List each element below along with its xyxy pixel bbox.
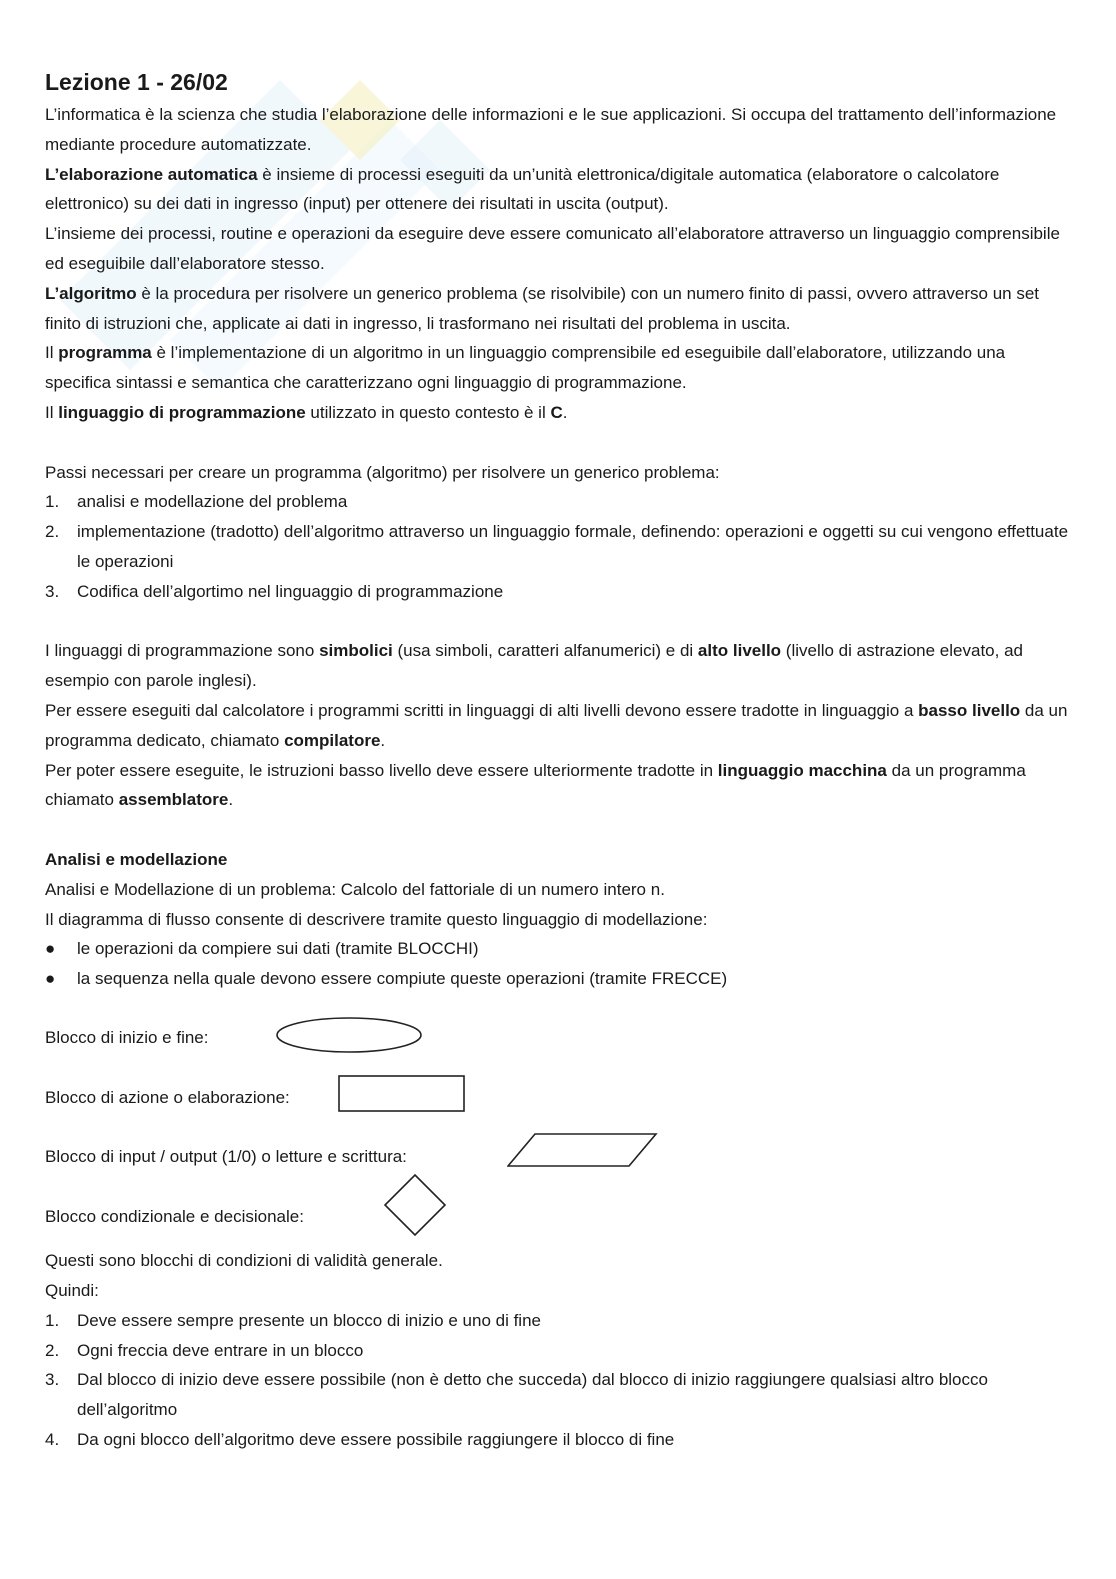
list-item: 3. Dal blocco di inizio deve essere possibile (non è detto che succeda) dal blocco di inizio raggiungere qualsiasi altro blocco dell’algoritmo	[45, 1370, 988, 1420]
bullet-list	[45, 934, 1075, 994]
list-item: 3. Codifica dell’algortimo nel linguaggio di programmazione	[45, 581, 504, 601]
block-label: Blocco condizionale e decisionale:	[45, 1206, 304, 1226]
steps-lead: Passi necessari per creare un programma (algoritmo) per risolvere un generico problema:	[45, 462, 720, 482]
rules-list	[45, 1306, 1075, 1455]
list-item: 2. Ogni freccia deve entrare in un blocco	[45, 1340, 364, 1360]
section-heading: Analisi e modellazione	[45, 849, 228, 869]
intro-paragraph-6: Il linguaggio di programmazione utilizzato in questo contesto è il C.	[45, 402, 568, 422]
document-page	[45, 66, 1075, 1455]
diamond-shape-icon	[383, 1173, 449, 1239]
block-row-decision	[45, 1187, 1075, 1247]
intro-paragraph-1: L’informatica è la scienza che studia l’elaborazione delle informazioni e le sue applicazioni. Si occupa del trattamento dell’informazione mediante procedure automatizzate.	[45, 105, 1057, 154]
languages-paragraph-3: Per poter essere eseguite, le istruzioni basso livello deve essere ulteriormente tradotte in linguaggio macchina da un programma chiamato assemblatore.	[45, 760, 1026, 810]
languages-paragraph-1: I linguaggi di programmazione sono simbolici (usa simboli, caratteri alfanumerici) e di alto livello (livello di astrazione elevato, ad esempio con parole inglesi).	[45, 641, 1023, 691]
block-label: Blocco di azione o elaborazione:	[45, 1087, 290, 1107]
list-item: ● le operazioni da compiere sui dati (tramite BLOCCHI)	[45, 939, 479, 959]
intro-paragraph-2: L’elaborazione automatica è insieme di processi eseguiti da un’unità elettronica/digitale automatica (elaboratore o calcolatore elettronico) su dei dati in ingresso (input) per ottenere dei risultati in uscita (output).	[45, 164, 1000, 214]
analysis-line-1: Analisi e Modellazione di un problema: Calcolo del fattoriale di un numero intero n.	[45, 879, 665, 899]
parallelogram-shape-icon	[507, 1132, 659, 1168]
block-row-start-end	[45, 1008, 1075, 1068]
list-item: 4. Da ogni blocco dell’algoritmo deve essere possibile raggiungere il blocco di fine	[45, 1430, 675, 1450]
list-item: 1. Deve essere sempre presente un blocco di inizio e uno di fine	[45, 1310, 541, 1330]
block-row-action	[45, 1068, 1075, 1128]
rules-line-2: Quindi:	[45, 1281, 99, 1301]
block-label: Blocco di inizio e fine:	[45, 1027, 209, 1047]
list-item: ● la sequenza nella quale devono essere compiute queste operazioni (tramite FRECCE)	[45, 969, 728, 989]
intro-paragraph-4: L’algoritmo è la procedura per risolvere un generico problema (se risolvibile) con un numero finito di passi, ovvero attraverso un set finito di istruzioni che, applicate ai dati in ingresso, li trasformano nei risultati del problema in uscita.	[45, 283, 1040, 333]
list-item: 1. analisi e modellazione del problema	[45, 492, 348, 512]
block-label: Blocco di input / output (1/0) o letture e scrittura:	[45, 1147, 407, 1167]
intro-paragraph-5: Il programma è l’implementazione di un algoritmo in un linguaggio comprensibile ed eseguibile dall’elaboratore, utilizzando una specifica sintassi e semantica che caratterizzano ogni linguaggio di programmazione.	[45, 343, 1006, 393]
steps-list	[45, 487, 1075, 606]
ellipse-shape-icon	[275, 1016, 425, 1056]
page-title: Lezione 1 - 26/02	[45, 69, 228, 95]
list-item: 2. implementazione (tradotto) dell’algoritmo attraverso un linguaggio formale, definendo: operazioni e oggetti su cui vengono effettuate le operazioni	[45, 522, 1069, 571]
intro-paragraph-3: L’insieme dei processi, routine e operazioni da eseguire deve essere comunicato all’elaboratore attraverso un linguaggio comprensibile ed eseguibile dall’elaboratore stesso.	[45, 224, 1060, 273]
rectangle-shape-icon	[338, 1075, 468, 1115]
analysis-line-2: Il diagramma di flusso consente di descrivere tramite questo linguaggio di modellazione:	[45, 909, 708, 929]
block-row-io	[45, 1127, 1075, 1187]
languages-paragraph-2: Per essere eseguiti dal calcolatore i programmi scritti in linguaggi di alti livelli devono essere tradotte in linguaggio a basso livello da un programma dedicato, chiamato compilatore.	[45, 700, 1068, 750]
rules-line-1: Questi sono blocchi di condizioni di validità generale.	[45, 1251, 443, 1271]
